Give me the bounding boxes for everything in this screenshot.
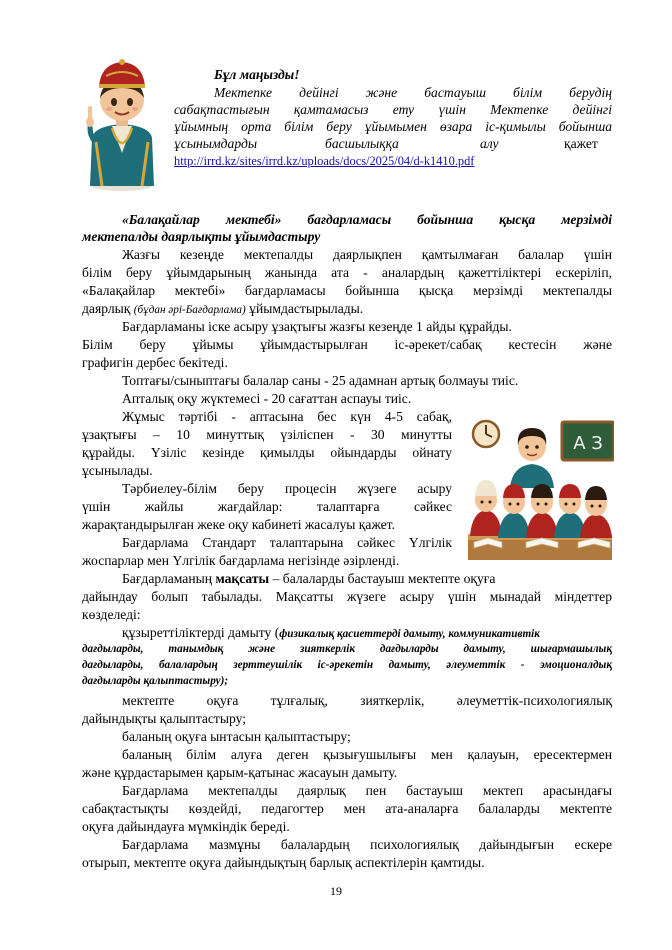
- text-span: ұйымдастырылады.: [249, 301, 364, 316]
- paragraph-line: Жұмыс тәртібі - аптасына бес күн 4-5 сабақ,: [122, 409, 452, 424]
- paragraph-line: графигін дербес бекітеді.: [82, 355, 228, 370]
- paragraph-line: Білім беру ұйымы ұйымдастырылған іс-әрекет/сабақ кестесін және: [82, 337, 612, 352]
- note-word: қажет: [564, 136, 598, 151]
- list-item: баланың білім алуға деген қызығушылығы мен қалауын, ересектермен: [122, 747, 612, 762]
- note-line: ұйымның орта білім беру ұйымымен өзара іс-қимылы бойынша: [174, 119, 612, 134]
- paragraph-line: жоспарлар мен Үлгілік бағдарлама негізінде әзірленді.: [82, 553, 400, 568]
- text-span: – балаларды бастауыш мектепте оқуға: [272, 571, 496, 586]
- paragraph-line: отырып, мектепте оқуға дайындықтың барлық аспектілерін қамтиды.: [82, 855, 485, 870]
- paragraph-line: Бағдарлама Стандарт талаптарына сәйкес Үлгілік: [122, 535, 452, 550]
- note-heading: Бұл маңызды!: [214, 67, 300, 82]
- list-item: [122, 624, 612, 642]
- list-item-line: дағдыларды, балалардың зерттеушілік іс-әрекетін дамыту, әлеуметтік - эмоционалдық: [82, 659, 612, 671]
- text-span: Бағдарламаның: [122, 571, 213, 586]
- paragraph-line: Жазғы кезеңде мектепалды даярлықпен қамтылмаған балалар үшін: [122, 247, 612, 262]
- paragraph-line: Бағдарламаны іске асыру ұзақтығы жазғы кезеңде 1 айды құрайды.: [122, 319, 512, 334]
- paragraph-line: Бағдарлама мазмұны балалардың психологиялық дайындығын ескере: [122, 837, 612, 852]
- page-number: 19: [330, 884, 342, 898]
- text-span-italic: (бұдан әрі-Бағдарлама): [133, 304, 246, 316]
- paragraph-line: жарақтандырылған жеке оқу кабинеті жасалуы қажет.: [82, 517, 396, 532]
- text-span-italic: физикалық қасиеттерді дамыту, коммуникативтік: [279, 628, 540, 640]
- list-item: мектепте оқуға тұлғалық, зияткерлік, әлеуметтік-психологиялық: [122, 693, 612, 708]
- paragraph-line: [122, 570, 612, 587]
- note-word: алу: [480, 136, 499, 151]
- paragraph-line: білім беру ұйымдарының жанында ата - аналардың қажеттіліктері ескеріліп,: [82, 265, 612, 280]
- note-line: [174, 135, 612, 153]
- paragraph-line: ұсынылады.: [82, 463, 153, 478]
- note-word: басшылыққа: [325, 136, 399, 151]
- section-title: мектепалды даярлықты ұйымдастыру: [82, 229, 321, 244]
- board-text: А З: [573, 433, 603, 454]
- note-word: ұсынымдарды: [174, 136, 258, 151]
- paragraph-line: Апталық оқу жүктемесі - 20 сағаттан аспауы тиіс.: [122, 391, 412, 406]
- list-item-line: және құрдастарымен қарым-қатынас жасауын дамыту.: [82, 765, 398, 780]
- paragraph-line: Бағдарлама мектепалды даярлық пен бастауыш мектеп арасындағы: [122, 783, 612, 798]
- paragraph-line: оқуға дайындауға мүмкіндік береді.: [82, 819, 290, 834]
- note-line: сабақтастығын қамтамасыз ету үшін Мектепке дейінгі: [174, 102, 612, 117]
- paragraph-line: [82, 300, 363, 318]
- paragraph-line: дайындау болып табылады. Мақсатты жүзеге асыру үшін мынадай міндеттер: [82, 589, 612, 604]
- boy-illustration-icon: [82, 58, 162, 192]
- paragraph-line: ұзақтығы – 10 минуттық үзіліспен - 30 минутты: [82, 427, 452, 442]
- paragraph-line: құрайды. Үзіліс кезінде қимылды ойындарды ойнату: [82, 445, 452, 460]
- text-span-bold: мақсаты: [215, 571, 270, 586]
- classroom-illustration-icon: [466, 410, 614, 562]
- text-span: даярлық: [82, 301, 131, 316]
- note-line: Мектепке дейінгі және бастауыш білім берудің: [214, 85, 612, 100]
- list-item-line: дайындықты қалыптастыру;: [82, 711, 246, 726]
- paragraph-line: көзделеді:: [82, 607, 141, 622]
- paragraph-line: үшін жайлы жағдайлар: талаптарға сәйкес: [82, 499, 452, 514]
- paragraph-line: Тәрбиелеу-білім беру процесін жүзеге асыру: [122, 481, 452, 496]
- list-item: баланың оқуға ынтасын қалыптастыру;: [122, 729, 351, 744]
- section-title: «Балақайлар мектебі» бағдарламасы бойынша қысқа мерзімді: [122, 212, 612, 227]
- paragraph-line: сабақтастықты көздейді, педагогтер мен ата-аналарға балаларды мектепте: [82, 801, 612, 816]
- text-span: құзыреттіліктерді дамыту (: [122, 625, 280, 640]
- list-item-line: дағдыларды қалыптастыру);: [82, 675, 229, 687]
- paragraph-line: Топтағы/сыныптағы балалар саны - 25 адамнан артық болмауы тиіс.: [122, 373, 519, 388]
- note-link[interactable]: http://irrd.kz/sites/irrd.kz/uploads/docs/2025/04/d-k1410.pdf: [174, 154, 475, 168]
- paragraph-line: «Балақайлар мектебі» бағдарламасы бойынша қысқа мерзімді мектепалды: [82, 283, 612, 298]
- list-item-line: дағдыларды, танымдық және зияткерлік дағдыларды дамыту, шығармашылық: [82, 643, 612, 655]
